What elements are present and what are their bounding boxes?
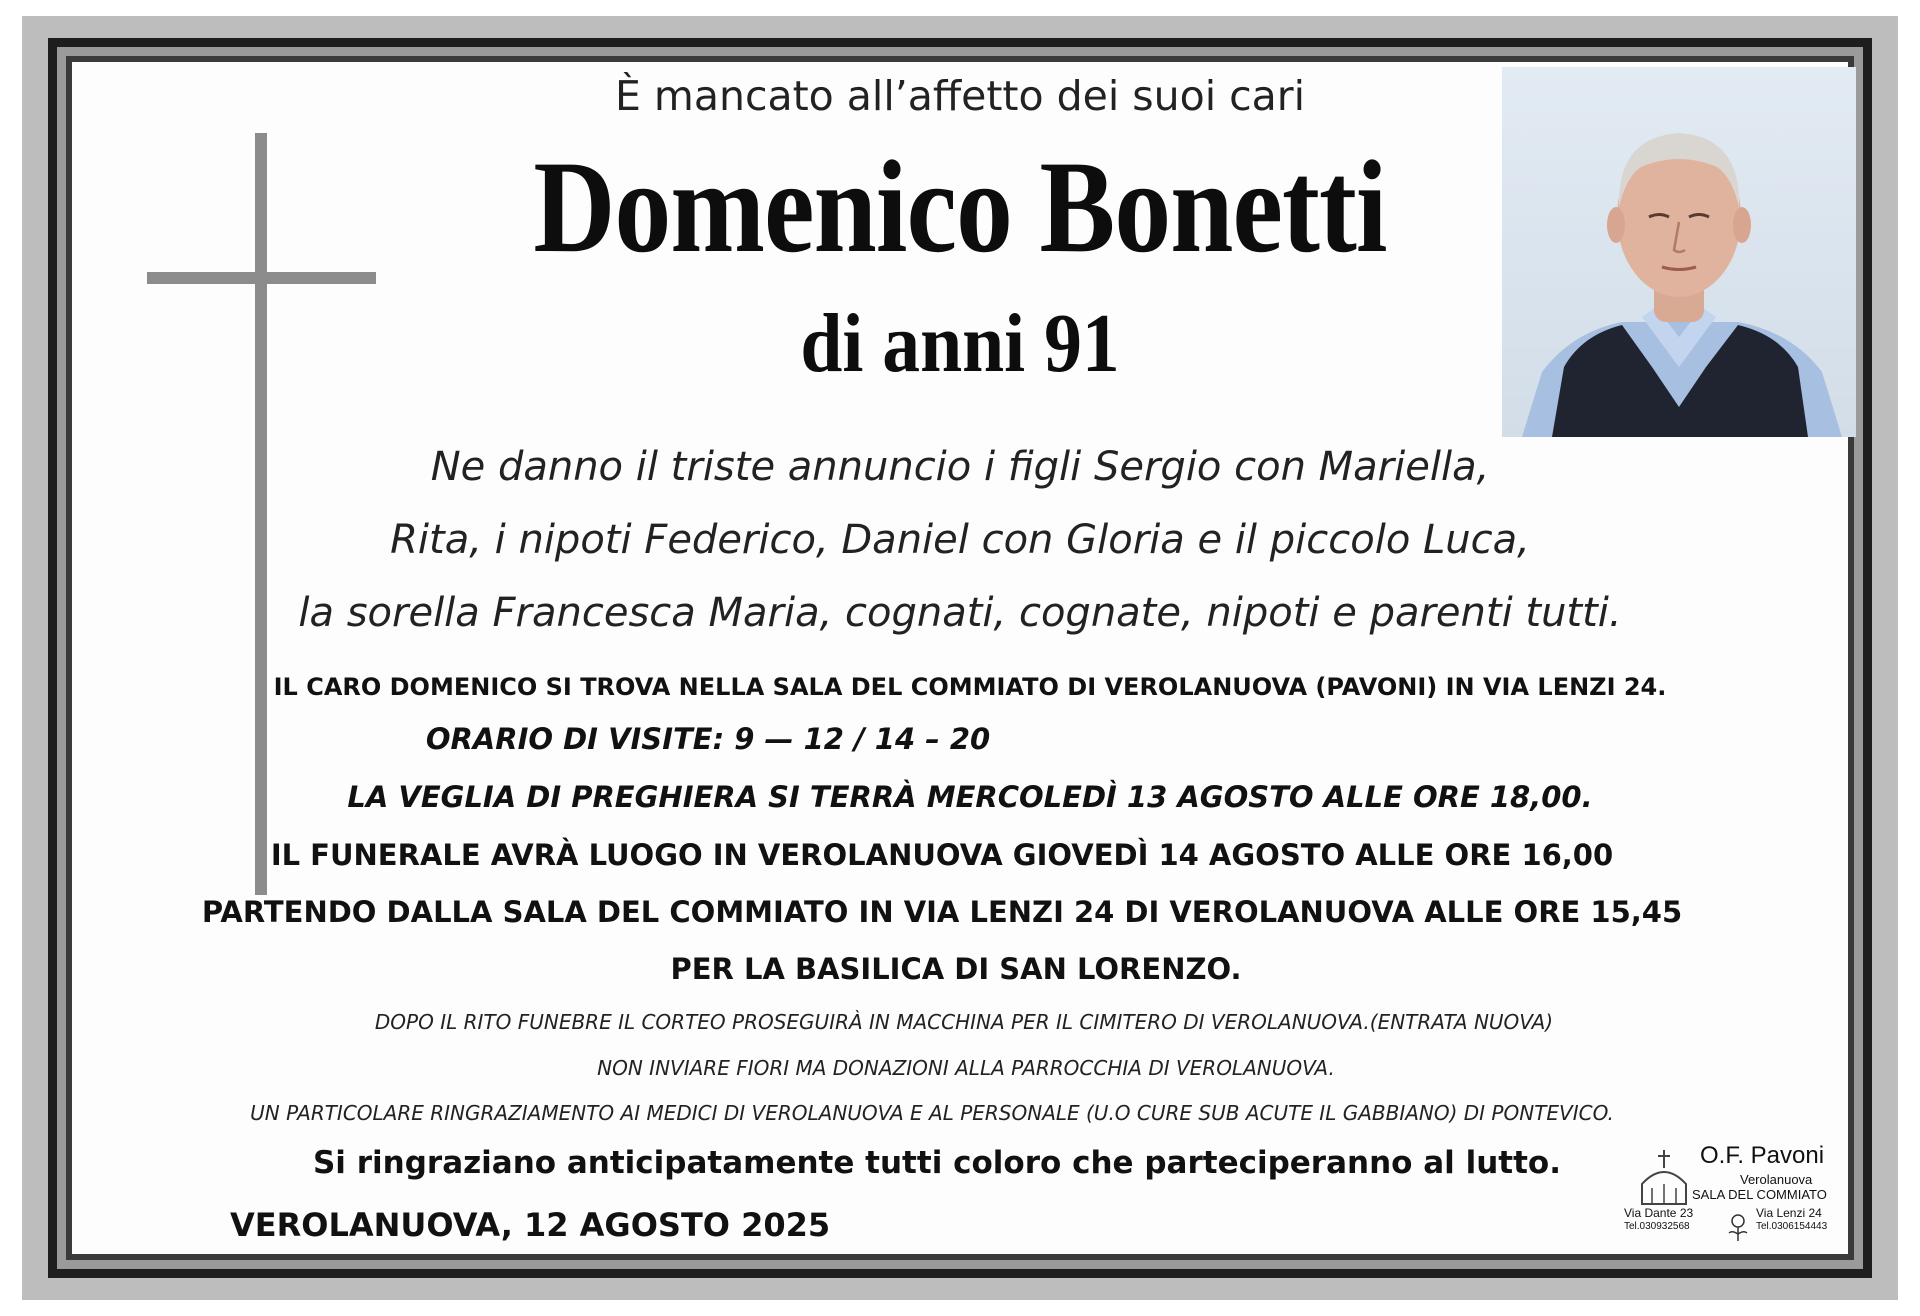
note-line-2: NON INVIARE FIORI MA DONAZIONI ALLA PARROCCHIA DI VEROLANUOVA. [597,1056,1335,1080]
logo-address-2: Via Lenzi 24 [1756,1206,1822,1220]
logo-city: Verolanuova [1740,1172,1813,1187]
announcement-line-1: Ne danno il triste annuncio i figli Sergio con Mariella, [430,444,1490,490]
deceased-age: di anni 91 [800,297,1120,390]
thanks-line: Si ringraziano anticipatamente tutti coloro che parteciperanno al lutto. [312,1145,1561,1181]
logo-brand: O.F. Pavoni [1700,1142,1825,1169]
note-line-1: DOPO IL RITO FUNEBRE IL CORTEO PROSEGUIRÀ IN MACCHINA PER IL CIMITERO DI VEROLANUOVA.(ENTRATA NUOVA) [374,1010,1554,1034]
vigil-line: LA VEGLIA DI PREGHIERA SI TERRÀ MERCOLEDÌ 13 AGOSTO ALLE ORE 18,00. [347,780,1593,814]
flower-icon [1724,1212,1752,1242]
announcement-line-2: Rita, i nipoti Federico, Daniel con Gloria e il piccolo Luca, [390,517,1530,563]
funeral-line-2: PARTENDO DALLA SALA DEL COMMIATO IN VIA LENZI 24 DI VEROLANUOVA ALLE ORE 15,45 [201,895,1683,929]
logo-tel-1: Tel.030932568 [1624,1221,1690,1232]
announcement-line-3: la sorella Francesca Maria, cognati, cognate, nipoti e parenti tutti. [298,590,1622,636]
intro-line: È mancato all’affetto dei suoi cari [614,72,1306,120]
logo-tel-2: Tel.0306154443 [1756,1221,1828,1232]
logo-sala: SALA DEL COMMIATO [1692,1187,1827,1202]
deceased-name: Domenico Bonetti [533,133,1387,280]
location-line: IL CARO DOMENICO SI TROVA NELLA SALA DEL COMMIATO DI VEROLANUOVA (PAVONI) IN VIA LENZI 24. [273,673,1667,701]
note-line-3: UN PARTICOLARE RINGRAZIAMENTO AI MEDICI DI VEROLANUOVA E AL PERSONALE (U.O CURE SUB ACUTE IL GABBIANO) DI PONTEVICO. [250,1101,1614,1125]
logo-address-1: Via Dante 23 [1624,1206,1694,1220]
funeral-line-1: IL FUNERALE AVRÀ LUOGO IN VEROLANUOVA GIOVEDÌ 14 AGOSTO ALLE ORE 16,00 [270,838,1614,872]
funeral-home-logo [1620,1140,1838,1246]
visiting-hours: ORARIO DI VISITE: 9 — 12 / 14 – 20 [425,722,991,756]
funeral-line-3: PER LA BASILICA DI SAN LORENZO. [670,952,1242,986]
place-date: VEROLANUOVA, 12 AGOSTO 2025 [230,1206,831,1244]
